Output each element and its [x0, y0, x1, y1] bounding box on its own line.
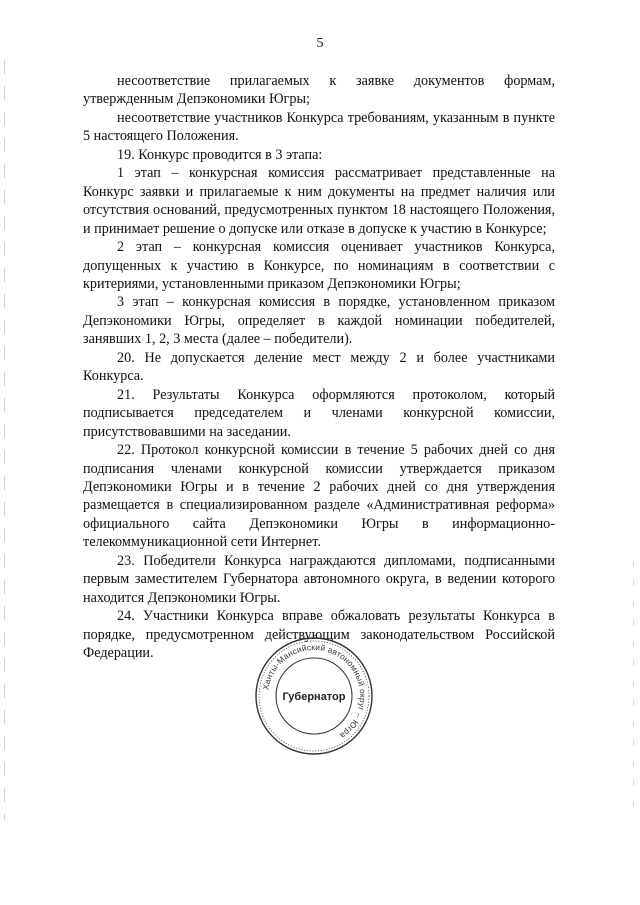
page-number: 5	[316, 36, 324, 51]
paragraph: 1 этап – конкурсная комиссия рассматривает представленные на Конкурс заявки и прилагаемые к ним документы на предмет наличия или отсутствия оснований, предусмотренных пунктом 18 настоящего Положения, и принимает решение о допуске или отказе в допуске к участию в Конкурсе;	[83, 165, 555, 237]
scan-edge-right	[633, 560, 634, 820]
paragraph: несоответствие прилагаемых к заявке документов формам, утвержденным Депэкономики Югры;	[83, 73, 555, 108]
paragraph: 21. Результаты Конкурса оформляются протоколом, который подписывается председателем и членами конкурсной комиссии, присутствовавшими на заседании.	[83, 386, 555, 440]
official-stamp	[252, 634, 376, 758]
paragraph: несоответствие участников Конкурса требованиям, указанным в пункте 5 настоящего Положения.	[83, 109, 555, 145]
paragraph: 24. Участники Конкурса вправе обжаловать результаты Конкурса в порядке, предусмотренном действующим законодательством Российской Федерации.	[83, 608, 555, 662]
paragraph: 20. Не допускается деление мест между 2 и более участниками Конкурса.	[83, 349, 555, 385]
paragraph: 22. Протокол конкурсной комиссии в течение 5 рабочих дней со дня подписания членами конкурсной комиссии утверждается приказом Депэкономики Югры и в течение 2 рабочих дней со дня утверждения размещается в специализированном разделе «Административная реформа» официального сайта Депэкономики Югры в информационно-телекоммуникационной сети Интернет.	[83, 442, 555, 551]
paragraph: 3 этап – конкурсная комиссия в порядке, установленном приказом Депэкономики Югры, определяет в каждой номинации победителей, занявших 1, 2, 3 места (далее – победители).	[83, 294, 555, 348]
scan-edge-left	[4, 60, 5, 820]
document-body	[83, 72, 555, 663]
paragraph: 23. Победители Конкурса награждаются дипломами, подписанными первым заместителем Губернатора автономного округа, в ведении которого находится Депэкономики Югры.	[83, 552, 555, 606]
paragraph: 2 этап – конкурсная комиссия оценивает участников Конкурса, допущенных к участию в Конкурсе, по номинациям в соответствии с критериями, установленными приказом Депэкономики Югры;	[83, 239, 555, 292]
stamp-ring-text: Ханты-Мансийский автономный округ – Югра	[260, 641, 369, 741]
paragraph: 19. Конкурс проводится в 3 этапа:	[117, 146, 323, 163]
stamp-center-text: Губернатор	[282, 691, 346, 703]
